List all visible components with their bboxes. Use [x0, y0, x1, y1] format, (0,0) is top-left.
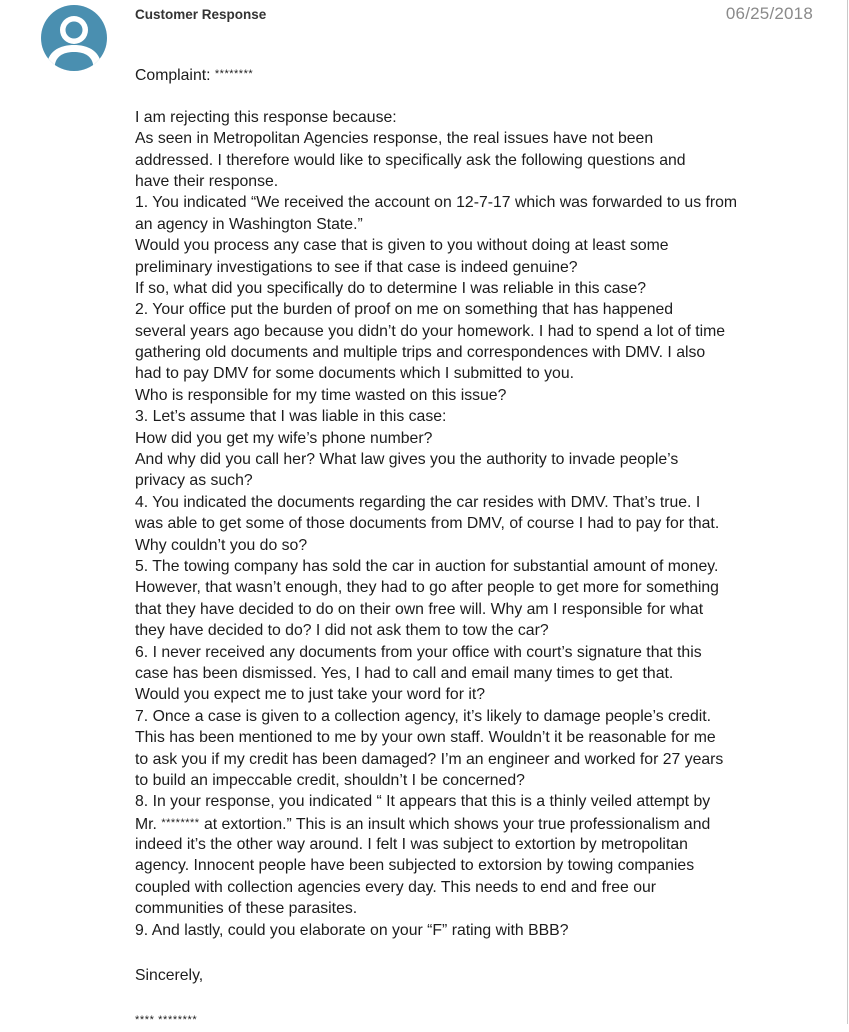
body-line: 4. You indicated the documents regarding the car resides with DMV. That’s true. I [135, 493, 701, 511]
body-line: 5. The towing company has sold the car in auction for substantial amount of money. [135, 557, 719, 575]
body-line: 3. Let’s assume that I was liable in this case: [135, 408, 447, 426]
body-line: If so, what did you specifically do to determine I was reliable in this case? [135, 279, 647, 297]
body-line: 1. You indicated “We received the account on 12-7-17 which was forwarded to us from [135, 194, 738, 212]
body-line: preliminary investigations to see if that case is indeed genuine? [135, 258, 578, 276]
body-line: case has been dismissed. Yes, I had to call and email many times to get that. [135, 664, 674, 682]
mr-prefix: Mr. [135, 815, 162, 833]
body-line: several years ago because you didn’t do your homework. I had to spend a lot of time [135, 322, 726, 340]
body-line: 6. I never received any documents from your office with court’s signature that this [135, 643, 702, 661]
user-avatar-icon [39, 4, 109, 72]
body-line: 8. In your response, you indicated “ It appears that this is a thinly veiled attempt by [135, 793, 711, 811]
body-line: had to pay DMV for some documents which I submitted to you. [135, 365, 575, 383]
mr-suffix: at extortion.” This is an insult which shows your true professionalism and [199, 815, 711, 833]
body-line: coupled with collection agencies every day. This needs to end and free our [135, 878, 657, 896]
body-line: 7. Once a case is given to a collection agency, it’s likely to damage people’s credit. [135, 707, 712, 725]
body-line: How did you get my wife’s phone number? [135, 429, 433, 447]
body-line: Would you expect me to just take your word for it? [135, 686, 486, 704]
body-paragraph-2 [135, 834, 825, 941]
body-line: gathering old documents and multiple trips and correspondences with DMV. I also [135, 344, 706, 362]
body-line: have their response. [135, 172, 279, 190]
body-paragraph [135, 107, 825, 813]
body-line: an agency in Washington State.” [135, 215, 363, 233]
body-line: Why couldn’t you do so? [135, 536, 308, 554]
body-line: 9. And lastly, could you elaborate on your “F” rating with BBB? [135, 921, 569, 939]
body-line: indeed it’s the other way around. I felt I was subject to extortion by metropolitan [135, 836, 688, 854]
closing-text: Sincerely, [135, 967, 204, 985]
body-line: that they have decided to do on their own free will. Why am I responsible for what [135, 600, 704, 618]
body-line: And why did you call her? What law gives you the authority to invade people’s [135, 451, 679, 469]
body-line: agency. Innocent people have been subjected to extorsion by towing companies [135, 857, 695, 875]
complaint-label: Complaint: [135, 67, 215, 84]
response-body [135, 64, 825, 1032]
body-line [135, 813, 825, 834]
body-line: This has been mentioned to me by your own staff. Wouldn’t it be reasonable for me [135, 729, 716, 747]
body-line: As seen in Metropolitan Agencies response, the real issues have not been [135, 130, 654, 148]
body-line: Would you process any case that is given to you without doing at least some [135, 237, 669, 255]
response-title: Customer Response [135, 7, 267, 22]
masked-name: ******** [161, 816, 200, 829]
body-line: they have decided to do? I did not ask them to tow the car? [135, 622, 549, 640]
body-line: to ask you if my credit has been damaged? I’m an engineer and worked for 27 years [135, 750, 724, 768]
body-line: to build an impeccable credit, shouldn’t I be concerned? [135, 771, 525, 789]
body-line: privacy as such? [135, 472, 253, 490]
response-date: 06/25/2018 [725, 4, 813, 23]
body-line: Who is responsible for my time wasted on this issue? [135, 386, 507, 404]
complaint-line [135, 64, 825, 85]
body-line: was able to get some of those documents from DMV, of course I had to pay for that. [135, 515, 720, 533]
complaint-id: ******** [214, 68, 254, 80]
body-line: However, that wasn’t enough, they had to go after people to get more for something [135, 579, 719, 597]
body-line: I am rejecting this response because: [135, 108, 397, 126]
body-line: addressed. I therefore would like to specifically ask the following questions and [135, 151, 686, 169]
body-line: 2. Your office put the burden of proof on me on something that has happened [135, 301, 674, 319]
signature: **** ******** [135, 1014, 198, 1027]
body-line: communities of these parasites. [135, 900, 358, 918]
